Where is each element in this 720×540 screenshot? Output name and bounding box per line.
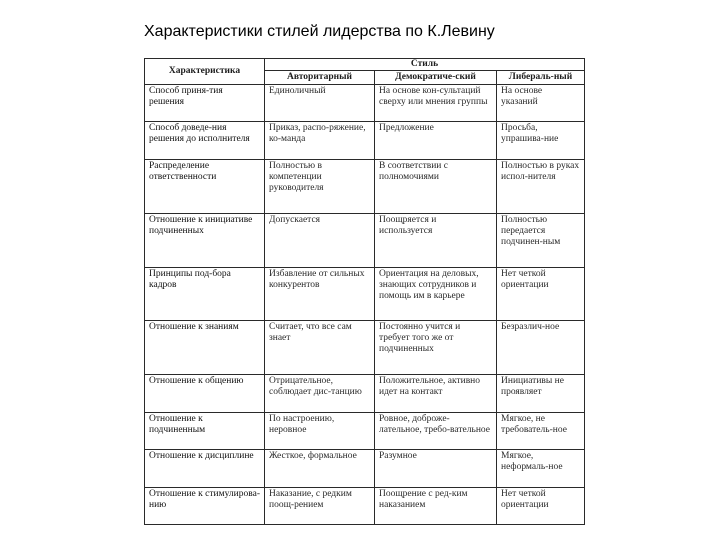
democratic-cell: Положительное, активно идет на контакт [375,375,497,412]
democratic-cell: Ровное, доброже-лательное, требо-вательное [375,412,497,449]
democratic-cell: В соответствии с полномочиями [375,159,497,213]
democratic-cell: Предложение [375,122,497,159]
characteristic-cell: Отношение к инициативе подчиненных [145,213,265,267]
header-liberal: Либераль-ный [497,71,585,85]
characteristic-cell: Распределение ответственности [145,159,265,213]
liberal-cell: Мягкое, неформаль-ное [497,450,585,487]
characteristic-cell: Отношение к подчиненным [145,412,265,449]
liberal-cell: Нет четкой ориентации [497,267,585,321]
table-row [145,450,585,487]
table-row [145,85,585,122]
characteristic-cell: Способ приня-тия решения [145,85,265,122]
table-row [145,122,585,159]
table-row [145,267,585,321]
democratic-cell: Разумное [375,450,497,487]
authoritarian-cell: Жесткое, формальное [265,450,375,487]
liberal-cell: Полностью передается подчинен-ным [497,213,585,267]
header-characteristic: Характеристика [145,59,265,85]
table-row [145,375,585,412]
authoritarian-cell: Наказание, с редким поощ-рением [265,487,375,524]
header-style: Стиль [265,59,585,71]
authoritarian-cell: Полностью в компетенции руководителя [265,159,375,213]
authoritarian-cell: Единоличный [265,85,375,122]
authoritarian-cell: По настроению, неровное [265,412,375,449]
characteristic-cell: Отношение к знаниям [145,321,265,375]
liberal-cell: Просьба, упрашива-ние [497,122,585,159]
table-row [145,487,585,524]
authoritarian-cell: Допускается [265,213,375,267]
liberal-cell: Безразлич-ное [497,321,585,375]
page-title: Характеристики стилей лидерства по К.Левину [144,23,495,40]
authoritarian-cell: Приказ, распо-ряжение, ко-манда [265,122,375,159]
characteristic-cell: Принципы под-бора кадров [145,267,265,321]
table-row [145,159,585,213]
table-row [145,213,585,267]
authoritarian-cell: Отрицательное, соблюдает дис-танцию [265,375,375,412]
democratic-cell: Постоянно учится и требует того же от подчиненных [375,321,497,375]
scanned-table-image [144,58,584,525]
authoritarian-cell: Избавление от сильных конкурентов [265,267,375,321]
leadership-styles-table [144,58,585,525]
democratic-cell: Поощрение с ред-ким наказанием [375,487,497,524]
characteristic-cell: Отношение к стимулирова-нию [145,487,265,524]
liberal-cell: Полностью в руках испол-нителя [497,159,585,213]
style-header-row [145,59,585,71]
liberal-cell: Мягкое, не требователь-ное [497,412,585,449]
header-authoritarian: Авторитарный [265,71,375,85]
liberal-cell: На основе указаний [497,85,585,122]
characteristic-cell: Отношение к дисциплине [145,450,265,487]
characteristic-cell: Отношение к общению [145,375,265,412]
democratic-cell: На основе кон-сультаций сверху или мнения группы [375,85,497,122]
characteristic-cell: Способ доведе-ния решения до исполнителя [145,122,265,159]
authoritarian-cell: Считает, что все сам знает [265,321,375,375]
table-row [145,321,585,375]
table-row [145,412,585,449]
democratic-cell: Ориентация на деловых, знающих сотрудников и помощь им в карьере [375,267,497,321]
liberal-cell: Инициативы не проявляет [497,375,585,412]
democratic-cell: Поощряется и используется [375,213,497,267]
liberal-cell: Нет четкой ориентации [497,487,585,524]
header-democratic: Демократиче-ский [375,71,497,85]
